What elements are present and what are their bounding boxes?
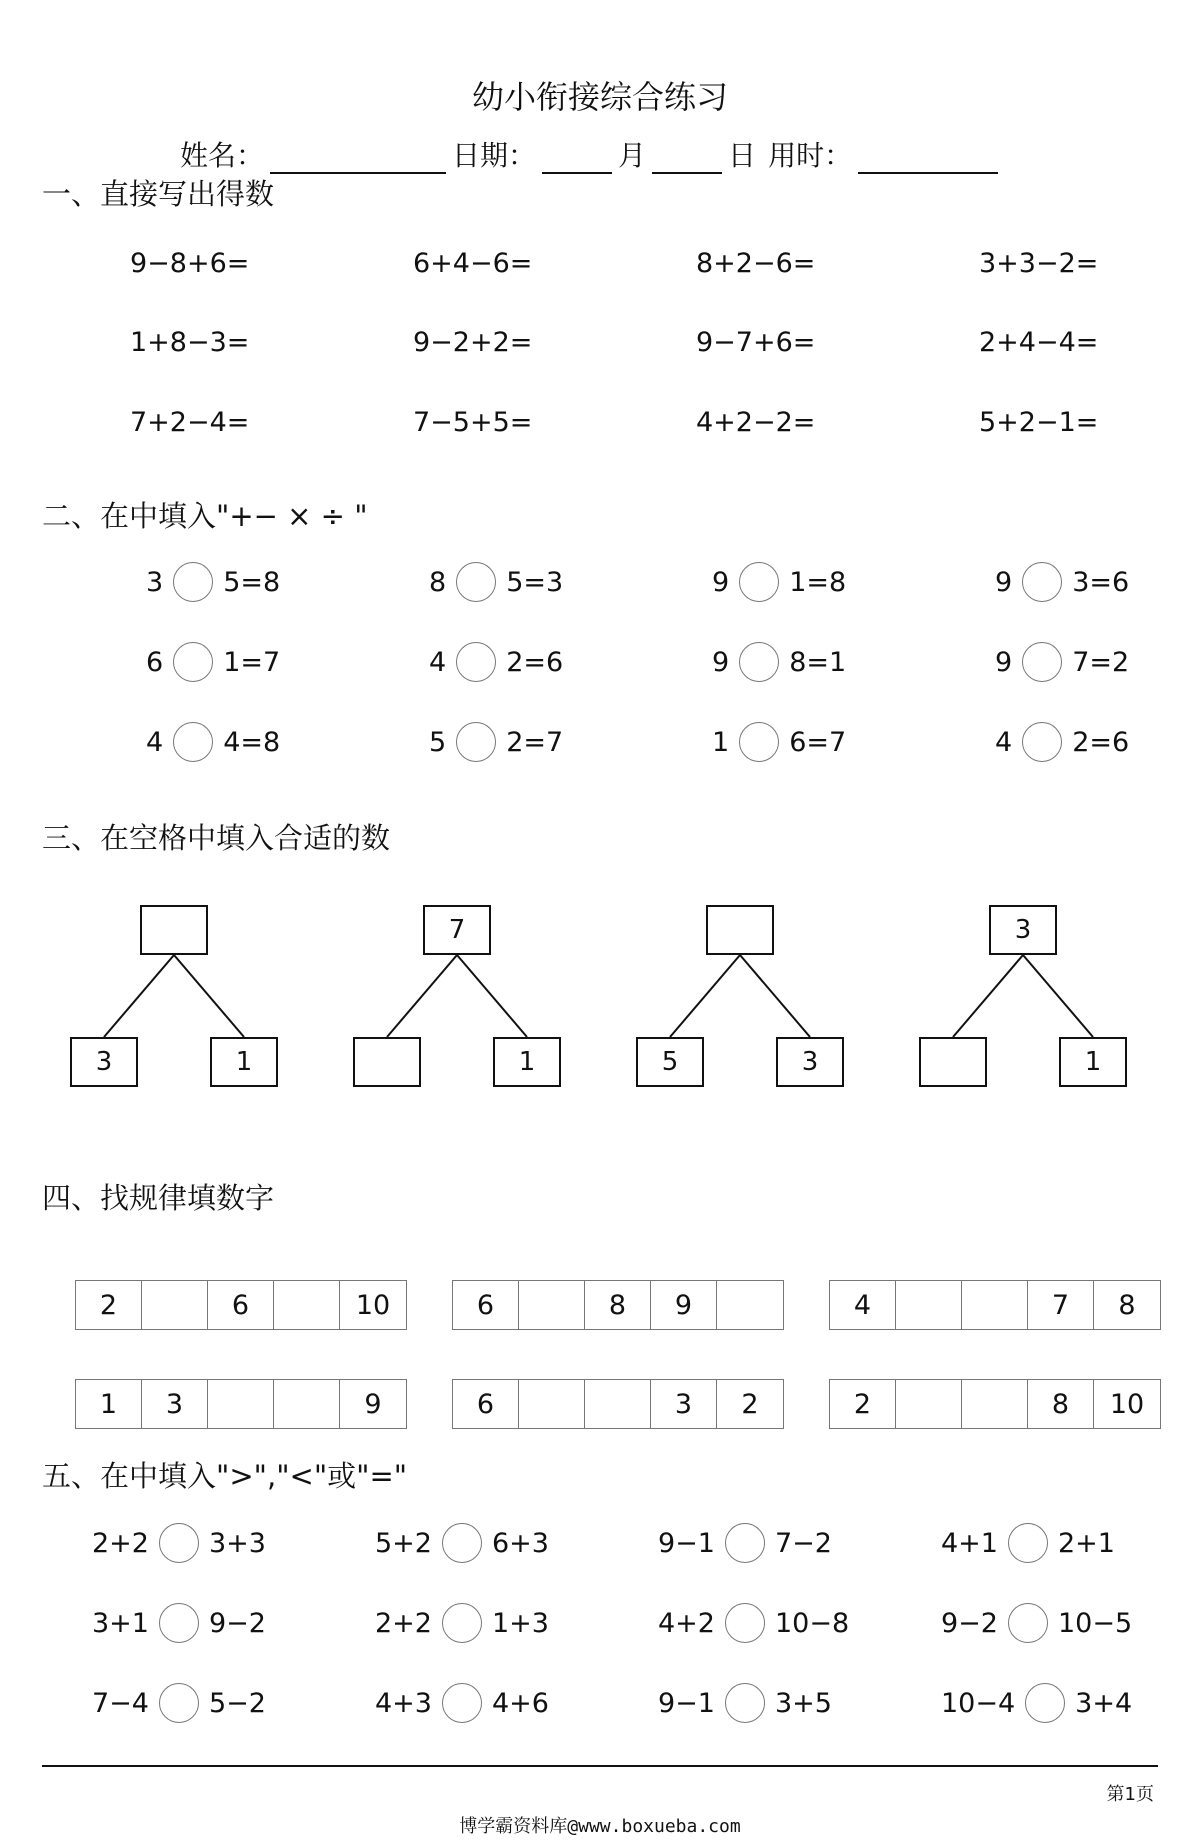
compare-problem — [375, 1523, 549, 1563]
month-blank[interactable] — [542, 140, 612, 174]
expr-right: 10−5 — [1057, 1607, 1133, 1639]
compare-problem — [941, 1683, 1132, 1723]
calc-problem: 9−8+6= — [130, 248, 250, 279]
tree-right-box[interactable]: 3 — [776, 1037, 844, 1087]
compare-circle[interactable] — [725, 1603, 765, 1643]
day-blank[interactable] — [652, 140, 722, 174]
compare-problem — [658, 1603, 849, 1643]
compare-circle[interactable] — [725, 1683, 765, 1723]
operand-left: 4 — [146, 726, 164, 758]
calc-problem: 3+3−2= — [979, 248, 1099, 279]
operand-left: 6 — [146, 646, 164, 678]
tree-top-box[interactable]: 7 — [423, 905, 491, 955]
compare-problem — [658, 1683, 832, 1723]
expr-right: 7−2 — [774, 1527, 832, 1559]
compare-circle[interactable] — [442, 1603, 482, 1643]
sequence-cell[interactable] — [208, 1380, 274, 1428]
compare-circle[interactable] — [1025, 1683, 1065, 1723]
expr-left: 5+2 — [375, 1527, 432, 1559]
sequence-cell[interactable]: 7 — [1028, 1281, 1094, 1329]
expr-left: 2+2 — [92, 1527, 149, 1559]
sequence-cell[interactable]: 3 — [142, 1380, 208, 1428]
expr-right: 10−8 — [774, 1607, 850, 1639]
expr-right: 9−2 — [208, 1607, 266, 1639]
operand-left: 4 — [429, 646, 447, 678]
month-label: 月 — [618, 139, 647, 172]
answer-circle[interactable] — [739, 562, 779, 602]
tree-top-box[interactable]: 3 — [989, 905, 1057, 955]
operand-left: 9 — [712, 646, 730, 678]
operator-problem — [712, 642, 846, 682]
compare-problem — [92, 1683, 266, 1723]
operand-left: 4 — [995, 726, 1013, 758]
sequence-cell[interactable]: 8 — [585, 1281, 651, 1329]
expr-left: 10−4 — [941, 1687, 1016, 1719]
number-bond-tree — [632, 905, 852, 1105]
name-blank[interactable] — [270, 140, 446, 174]
section-4-title: 四、找规律填数字 — [42, 1181, 275, 1215]
name-label: 姓名： — [180, 139, 265, 172]
calc-problem: 6+4−6= — [413, 248, 533, 279]
answer-circle[interactable] — [739, 722, 779, 762]
sequence-cell[interactable]: 4 — [830, 1281, 896, 1329]
operator-problem — [146, 642, 280, 682]
operand-left: 9 — [995, 566, 1013, 598]
date-label: 日期： — [452, 139, 537, 172]
compare-circle[interactable] — [159, 1603, 199, 1643]
calc-problem: 9−7+6= — [696, 327, 816, 358]
expr-right: 1+3 — [491, 1607, 549, 1639]
operator-problem — [995, 642, 1129, 682]
compare-circle[interactable] — [1008, 1523, 1048, 1563]
expr-left: 9−2 — [941, 1607, 998, 1639]
expr-left: 2+2 — [375, 1607, 432, 1639]
operand-right: 1=7 — [223, 646, 281, 678]
tree-left-box[interactable]: 3 — [70, 1037, 138, 1087]
sequence-cell[interactable]: 1 — [76, 1380, 142, 1428]
sequence-cell[interactable]: 9 — [364, 1388, 382, 1420]
expr-right: 2+1 — [1057, 1527, 1115, 1559]
operand-right: 8=1 — [789, 646, 847, 678]
sequence-cell[interactable]: 10 — [355, 1289, 391, 1321]
operator-problem — [429, 642, 563, 682]
expr-left: 4+3 — [375, 1687, 432, 1719]
operator-problem — [429, 722, 563, 762]
sequence-cell[interactable] — [896, 1281, 962, 1329]
expr-left: 9−1 — [658, 1527, 715, 1559]
number-sequence — [829, 1379, 1161, 1429]
tree-left-box[interactable] — [353, 1037, 421, 1087]
expr-left: 9−1 — [658, 1687, 715, 1719]
operand-left: 9 — [995, 646, 1013, 678]
time-blank[interactable] — [858, 140, 998, 174]
answer-circle[interactable] — [456, 562, 496, 602]
number-bond-tree — [349, 905, 569, 1105]
compare-problem — [92, 1603, 266, 1643]
sequence-cell[interactable] — [717, 1281, 783, 1329]
footer-divider — [42, 1765, 1158, 1767]
operand-left: 1 — [712, 726, 730, 758]
sequence-cell[interactable] — [274, 1380, 340, 1428]
calc-problem: 4+2−2= — [696, 407, 816, 438]
calc-problem: 7+2−4= — [130, 407, 250, 438]
operand-right: 2=6 — [1072, 726, 1130, 758]
operator-problem — [429, 562, 563, 602]
tree-top-box[interactable] — [706, 905, 774, 955]
operand-right: 2=6 — [506, 646, 564, 678]
expr-right: 5−2 — [208, 1687, 266, 1719]
operand-left: 8 — [429, 566, 447, 598]
number-bond-tree — [915, 905, 1135, 1105]
operator-problem — [146, 722, 280, 762]
sequence-cell[interactable] — [896, 1380, 962, 1428]
student-info-line — [180, 134, 1004, 174]
compare-circle[interactable] — [442, 1683, 482, 1723]
operand-left: 3 — [146, 566, 164, 598]
sequence-cell[interactable] — [519, 1281, 585, 1329]
compare-problem — [375, 1603, 549, 1643]
compare-problem — [941, 1603, 1132, 1643]
expr-right: 3+5 — [774, 1687, 832, 1719]
expr-right: 4+6 — [491, 1687, 549, 1719]
operator-problem — [712, 562, 846, 602]
calc-problem: 7−5+5= — [413, 407, 533, 438]
tree-right-box[interactable]: 1 — [493, 1037, 561, 1087]
tree-left-box[interactable]: 5 — [636, 1037, 704, 1087]
sequence-cell[interactable]: 3 — [651, 1380, 717, 1428]
answer-circle[interactable] — [456, 722, 496, 762]
operand-right: 4=8 — [223, 726, 281, 758]
operator-problem — [995, 722, 1129, 762]
number-sequence — [75, 1280, 407, 1330]
expr-right: 6+3 — [491, 1527, 549, 1559]
calc-problem: 8+2−6= — [696, 248, 816, 279]
compare-problem — [941, 1523, 1115, 1563]
footer-source: 博学霸资料库@www.boxueba.com — [459, 1816, 741, 1837]
expr-left: 3+1 — [92, 1607, 149, 1639]
sequence-cell[interactable] — [274, 1281, 340, 1329]
section-5-title: 五、在中填入">","<"或"=" — [42, 1459, 408, 1493]
answer-circle[interactable] — [456, 642, 496, 682]
tree-right-box[interactable]: 1 — [210, 1037, 278, 1087]
sequence-cell[interactable]: 2 — [830, 1380, 896, 1428]
calc-problem: 1+8−3= — [130, 327, 250, 358]
number-sequence — [829, 1280, 1161, 1330]
tree-left-box[interactable] — [919, 1037, 987, 1087]
operand-right: 2=7 — [506, 726, 564, 758]
expr-right: 3+4 — [1075, 1687, 1133, 1719]
compare-circle[interactable] — [159, 1683, 199, 1723]
sequence-cell[interactable]: 8 — [1028, 1380, 1094, 1428]
tree-top-box[interactable] — [140, 905, 208, 955]
operand-right: 1=8 — [789, 566, 847, 598]
sequence-cell[interactable] — [962, 1281, 1028, 1329]
time-label: 用时： — [768, 139, 853, 172]
sequence-cell[interactable] — [142, 1281, 208, 1329]
answer-circle[interactable] — [173, 642, 213, 682]
answer-circle[interactable] — [1022, 722, 1062, 762]
compare-circle[interactable] — [442, 1523, 482, 1563]
sequence-cell[interactable]: 10 — [1109, 1388, 1145, 1420]
section-3-title: 三、在空格中填入合适的数 — [42, 821, 391, 855]
sequence-cell[interactable]: 2 — [76, 1281, 142, 1329]
calc-problem: 2+4−4= — [979, 327, 1099, 358]
operand-left: 5 — [429, 726, 447, 758]
operand-right: 6=7 — [789, 726, 847, 758]
day-label: 日 — [728, 139, 757, 172]
expr-left: 4+2 — [658, 1607, 715, 1639]
operator-problem — [712, 722, 846, 762]
page-number: 第1页 — [1106, 1784, 1154, 1805]
compare-circle[interactable] — [159, 1523, 199, 1563]
sequence-cell[interactable]: 9 — [651, 1281, 717, 1329]
operator-problem — [995, 562, 1129, 602]
tree-right-box[interactable]: 1 — [1059, 1037, 1127, 1087]
compare-circle[interactable] — [725, 1523, 765, 1563]
calc-problem: 9−2+2= — [413, 327, 533, 358]
answer-circle[interactable] — [739, 642, 779, 682]
sequence-cell[interactable]: 2 — [741, 1388, 759, 1420]
sequence-cell[interactable]: 6 — [208, 1281, 274, 1329]
sequence-cell[interactable]: 8 — [1118, 1289, 1136, 1321]
answer-circle[interactable] — [173, 562, 213, 602]
calc-problem: 5+2−1= — [979, 407, 1099, 438]
expr-left: 4+1 — [941, 1527, 998, 1559]
number-sequence — [452, 1379, 784, 1429]
sequence-cell[interactable] — [519, 1380, 585, 1428]
compare-problem — [92, 1523, 266, 1563]
number-bond-tree — [66, 905, 286, 1105]
operand-right: 5=8 — [223, 566, 281, 598]
expr-left: 7−4 — [92, 1687, 149, 1719]
sequence-cell[interactable] — [962, 1380, 1028, 1428]
sequence-cell[interactable]: 6 — [453, 1281, 519, 1329]
sequence-cell[interactable]: 6 — [453, 1380, 519, 1428]
operand-left: 9 — [712, 566, 730, 598]
compare-circle[interactable] — [1008, 1603, 1048, 1643]
sequence-cell[interactable] — [585, 1380, 651, 1428]
section-1-title: 一、直接写出得数 — [42, 177, 275, 211]
answer-circle[interactable] — [1022, 562, 1062, 602]
operand-right: 5=3 — [506, 566, 564, 598]
answer-circle[interactable] — [173, 722, 213, 762]
operand-right: 3=6 — [1072, 566, 1130, 598]
number-sequence — [452, 1280, 784, 1330]
operator-problem — [146, 562, 280, 602]
page-title: 幼小衔接综合练习 — [471, 78, 728, 116]
expr-right: 3+3 — [208, 1527, 266, 1559]
section-2-title: 二、在中填入"+− × ÷ " — [42, 499, 368, 533]
operand-right: 7=2 — [1072, 646, 1130, 678]
number-sequence — [75, 1379, 407, 1429]
compare-problem — [375, 1683, 549, 1723]
answer-circle[interactable] — [1022, 642, 1062, 682]
compare-problem — [658, 1523, 832, 1563]
